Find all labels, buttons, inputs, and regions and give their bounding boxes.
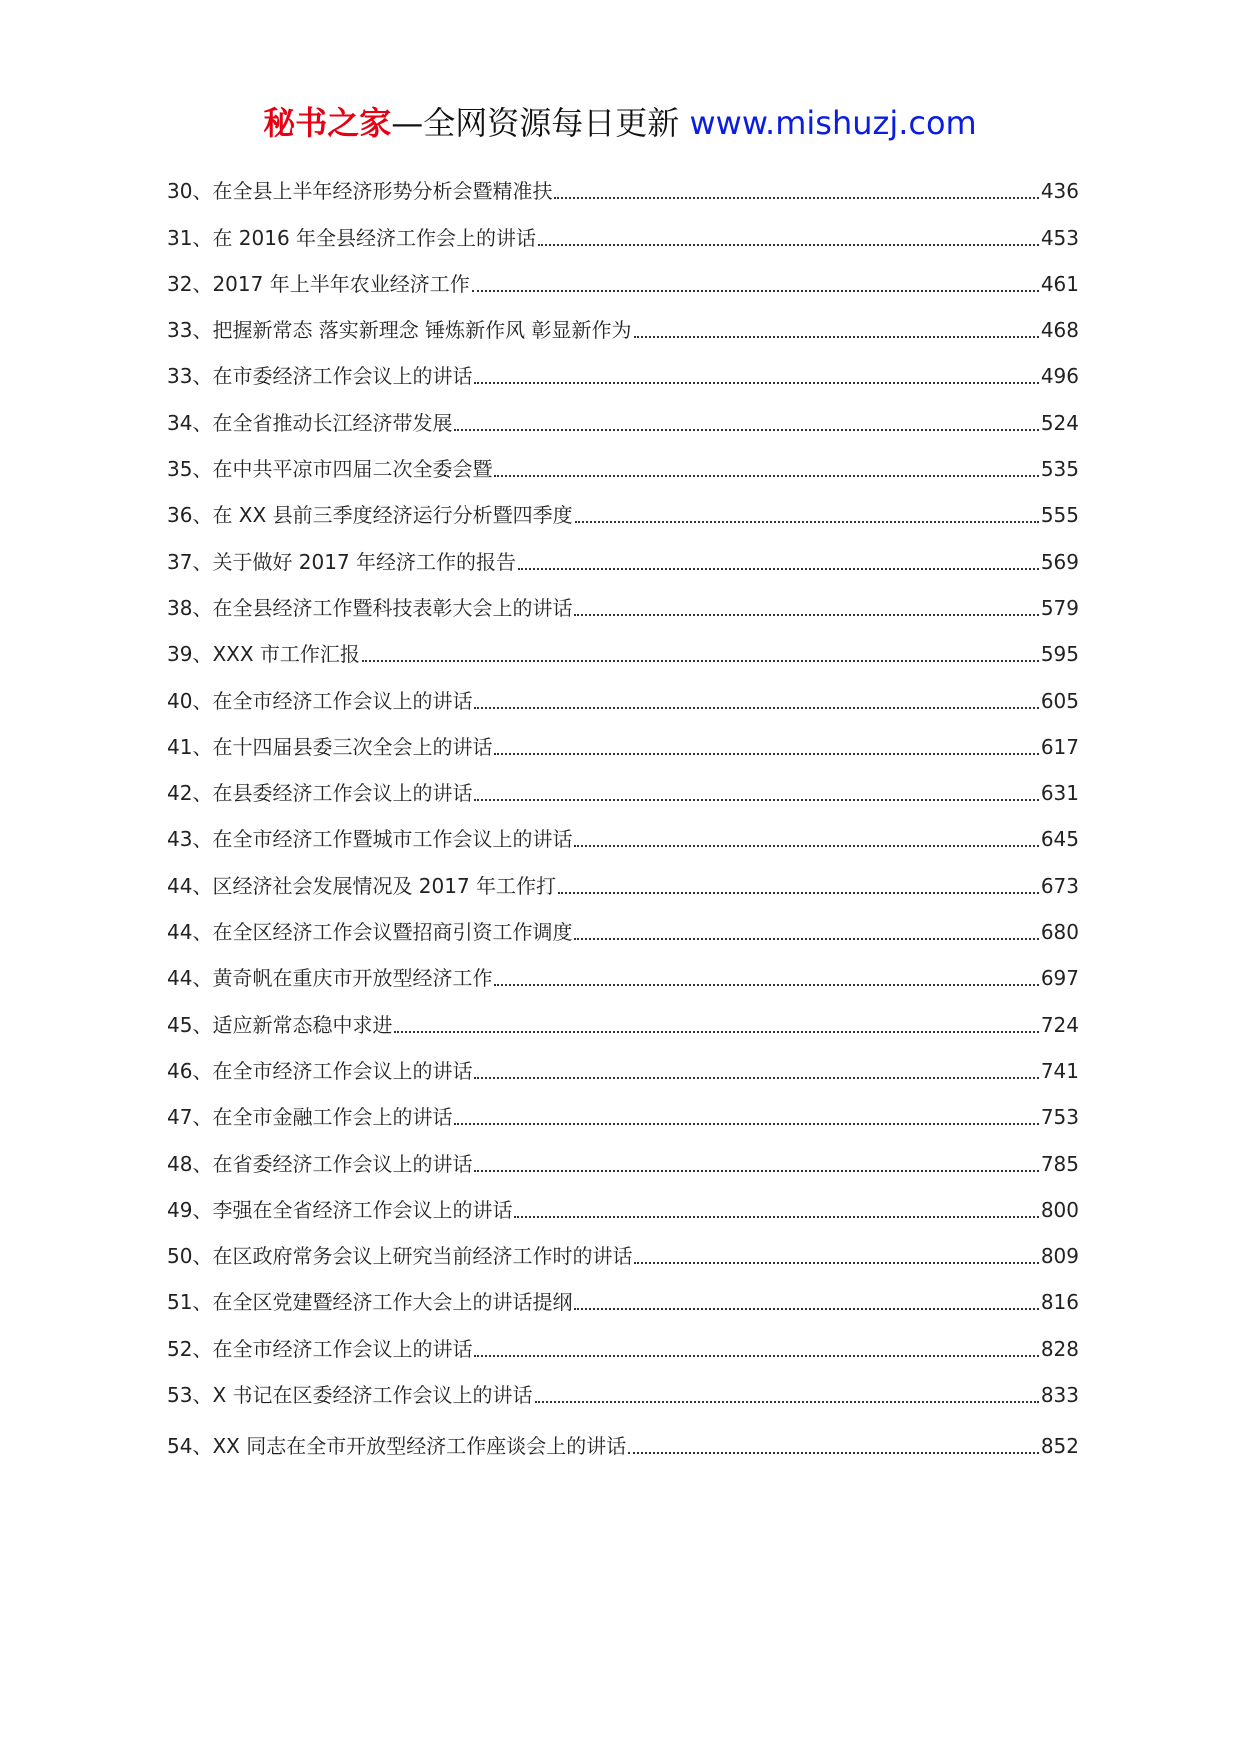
toc-entry-title: 52、在全市经济工作会议上的讲话 bbox=[167, 1336, 473, 1361]
toc-entry-title: 30、在全县上半年经济形势分析会暨精准扶 bbox=[167, 179, 553, 204]
toc-dot-leader bbox=[554, 197, 1038, 199]
toc-dot-leader bbox=[474, 799, 1038, 801]
toc-entry-page-number: 617 bbox=[1040, 734, 1079, 759]
toc-entry-title: 38、在全县经济工作暨科技表彰大会上的讲话 bbox=[167, 595, 573, 620]
toc-entry-page-number: 697 bbox=[1040, 966, 1079, 991]
toc-entry-title: 36、在 XX 县前三季度经济运行分析暨四季度 bbox=[167, 503, 573, 528]
toc-entry-title: 33、把握新常态 落实新理念 锤炼新作风 彰显新作为 bbox=[167, 318, 632, 343]
toc-entry-page-number: 595 bbox=[1040, 642, 1079, 667]
toc-dot-leader bbox=[474, 382, 1038, 384]
toc-entry[interactable] bbox=[167, 1233, 1079, 1279]
toc-entry-page-number: 833 bbox=[1040, 1383, 1079, 1408]
toc-entry[interactable] bbox=[167, 1423, 1079, 1469]
toc-dot-leader bbox=[474, 1077, 1038, 1079]
toc-entry[interactable] bbox=[167, 538, 1079, 584]
toc-entry-page-number: 673 bbox=[1040, 873, 1079, 898]
toc-entry[interactable] bbox=[167, 1094, 1079, 1140]
toc-dot-leader bbox=[634, 336, 1039, 338]
toc-entry-page-number: 785 bbox=[1040, 1151, 1079, 1176]
toc-entry-title: 42、在县委经济工作会议上的讲话 bbox=[167, 781, 473, 806]
toc-dot-leader bbox=[558, 892, 1039, 894]
toc-entry[interactable] bbox=[167, 631, 1079, 677]
toc-entry[interactable] bbox=[167, 1187, 1079, 1233]
toc-dot-leader bbox=[634, 1262, 1038, 1264]
toc-entry-page-number: 809 bbox=[1040, 1244, 1079, 1269]
toc-entry[interactable] bbox=[167, 677, 1079, 723]
toc-dot-leader bbox=[472, 290, 1039, 292]
toc-entry-title: 44、在全区经济工作会议暨招商引资工作调度 bbox=[167, 920, 573, 945]
toc-entry-page-number: 645 bbox=[1040, 827, 1079, 852]
toc-entry-title: 44、黄奇帆在重庆市开放型经济工作 bbox=[167, 966, 493, 991]
toc-entry-title: 54、XX 同志在全市开放型经济工作座谈会上的讲话 bbox=[167, 1434, 627, 1459]
toc-entry[interactable] bbox=[167, 585, 1079, 631]
toc-dot-leader bbox=[575, 521, 1039, 523]
toc-entry-page-number: 555 bbox=[1040, 503, 1079, 528]
toc-dot-leader bbox=[494, 475, 1038, 477]
toc-entry[interactable] bbox=[167, 909, 1079, 955]
header-tagline: —全网资源每日更新 bbox=[391, 104, 690, 142]
table-of-contents bbox=[167, 168, 1079, 1469]
header-brand: 秘书之家 bbox=[263, 104, 392, 142]
toc-entry[interactable] bbox=[167, 492, 1079, 538]
toc-dot-leader bbox=[494, 753, 1038, 755]
toc-entry-title: 49、李强在全省经济工作会议上的讲话 bbox=[167, 1197, 513, 1222]
toc-entry-title: 43、在全市经济工作暨城市工作会议上的讲话 bbox=[167, 827, 573, 852]
toc-dot-leader bbox=[362, 660, 1039, 662]
toc-dot-leader bbox=[494, 984, 1038, 986]
toc-entry-title: 51、在全区党建暨经济工作大会上的讲话提纲 bbox=[167, 1290, 573, 1315]
toc-entry[interactable] bbox=[167, 1372, 1079, 1418]
toc-entry-title: 39、XXX 市工作汇报 bbox=[167, 642, 360, 667]
toc-entry[interactable] bbox=[167, 770, 1079, 816]
toc-entry-title: 53、X 书记在区委经济工作会议上的讲话 bbox=[167, 1383, 533, 1408]
toc-entry-title: 35、在中共平凉市四届二次全委会暨 bbox=[167, 457, 493, 482]
toc-dot-leader bbox=[574, 614, 1038, 616]
toc-entry-page-number: 631 bbox=[1040, 781, 1079, 806]
toc-dot-leader bbox=[574, 938, 1038, 940]
toc-dot-leader bbox=[535, 1401, 1039, 1403]
toc-entry-page-number: 569 bbox=[1040, 549, 1079, 574]
toc-dot-leader bbox=[454, 1123, 1038, 1125]
toc-entry-page-number: 461 bbox=[1040, 271, 1079, 296]
toc-entry-title: 34、在全省推动长江经济带发展 bbox=[167, 410, 453, 435]
toc-entry-page-number: 524 bbox=[1040, 410, 1079, 435]
toc-entry[interactable] bbox=[167, 1001, 1079, 1047]
toc-dot-leader bbox=[628, 1452, 1039, 1454]
toc-entry-page-number: 605 bbox=[1040, 688, 1079, 713]
toc-entry[interactable] bbox=[167, 168, 1079, 214]
toc-entry-title: 40、在全市经济工作会议上的讲话 bbox=[167, 688, 473, 713]
toc-entry[interactable] bbox=[167, 1325, 1079, 1371]
toc-entry-title: 47、在全市金融工作会上的讲话 bbox=[167, 1105, 453, 1130]
toc-entry-page-number: 496 bbox=[1040, 364, 1079, 389]
toc-entry[interactable] bbox=[167, 399, 1079, 445]
toc-entry-page-number: 680 bbox=[1040, 920, 1079, 945]
toc-entry-page-number: 724 bbox=[1040, 1012, 1079, 1037]
toc-dot-leader bbox=[474, 1170, 1038, 1172]
toc-entry[interactable] bbox=[167, 1048, 1079, 1094]
toc-entry[interactable] bbox=[167, 1279, 1079, 1325]
toc-entry-page-number: 852 bbox=[1040, 1434, 1079, 1459]
toc-entry[interactable] bbox=[167, 446, 1079, 492]
toc-dot-leader bbox=[394, 1031, 1038, 1033]
toc-entry[interactable] bbox=[167, 724, 1079, 770]
toc-entry-page-number: 753 bbox=[1040, 1105, 1079, 1130]
toc-entry-page-number: 453 bbox=[1040, 225, 1079, 250]
toc-dot-leader bbox=[574, 1308, 1038, 1310]
toc-entry-page-number: 436 bbox=[1040, 179, 1079, 204]
toc-entry-title: 32、2017 年上半年农业经济工作 bbox=[167, 271, 470, 296]
toc-entry-page-number: 579 bbox=[1040, 595, 1079, 620]
toc-dot-leader bbox=[474, 707, 1038, 709]
toc-entry-title: 45、适应新常态稳中求进 bbox=[167, 1012, 393, 1037]
toc-entry-title: 41、在十四届县委三次全会上的讲话 bbox=[167, 734, 493, 759]
toc-entry-page-number: 535 bbox=[1040, 457, 1079, 482]
toc-entry-title: 44、区经济社会发展情况及 2017 年工作打 bbox=[167, 873, 557, 898]
toc-dot-leader bbox=[514, 1216, 1038, 1218]
toc-entry-title: 37、关于做好 2017 年经济工作的报告 bbox=[167, 549, 517, 574]
toc-entry-title: 46、在全市经济工作会议上的讲话 bbox=[167, 1058, 473, 1083]
toc-entry-title: 33、在市委经济工作会议上的讲话 bbox=[167, 364, 473, 389]
toc-entry-page-number: 800 bbox=[1040, 1197, 1079, 1222]
toc-entry[interactable] bbox=[167, 955, 1079, 1001]
toc-entry[interactable] bbox=[167, 816, 1079, 862]
toc-entry-page-number: 741 bbox=[1040, 1058, 1079, 1083]
toc-entry[interactable] bbox=[167, 1140, 1079, 1186]
toc-entry-page-number: 816 bbox=[1040, 1290, 1079, 1315]
toc-entry[interactable] bbox=[167, 862, 1079, 908]
toc-entry-page-number: 468 bbox=[1040, 318, 1079, 343]
toc-entry[interactable] bbox=[167, 307, 1079, 353]
toc-entry-page-number: 828 bbox=[1040, 1336, 1079, 1361]
toc-entry[interactable] bbox=[167, 214, 1079, 260]
toc-dot-leader bbox=[574, 845, 1038, 847]
toc-dot-leader bbox=[454, 429, 1038, 431]
page-header bbox=[0, 100, 1240, 146]
toc-dot-leader bbox=[518, 568, 1039, 570]
toc-dot-leader bbox=[474, 1355, 1038, 1357]
toc-entry-title: 31、在 2016 年全县经济工作会上的讲话 bbox=[167, 225, 537, 250]
toc-entry[interactable] bbox=[167, 261, 1079, 307]
toc-entry-title: 48、在省委经济工作会议上的讲话 bbox=[167, 1151, 473, 1176]
toc-entry-title: 50、在区政府常务会议上研究当前经济工作时的讲话 bbox=[167, 1244, 633, 1269]
header-url[interactable]: www.mishuzj.com bbox=[689, 104, 977, 142]
toc-entry[interactable] bbox=[167, 353, 1079, 399]
toc-dot-leader bbox=[538, 244, 1039, 246]
